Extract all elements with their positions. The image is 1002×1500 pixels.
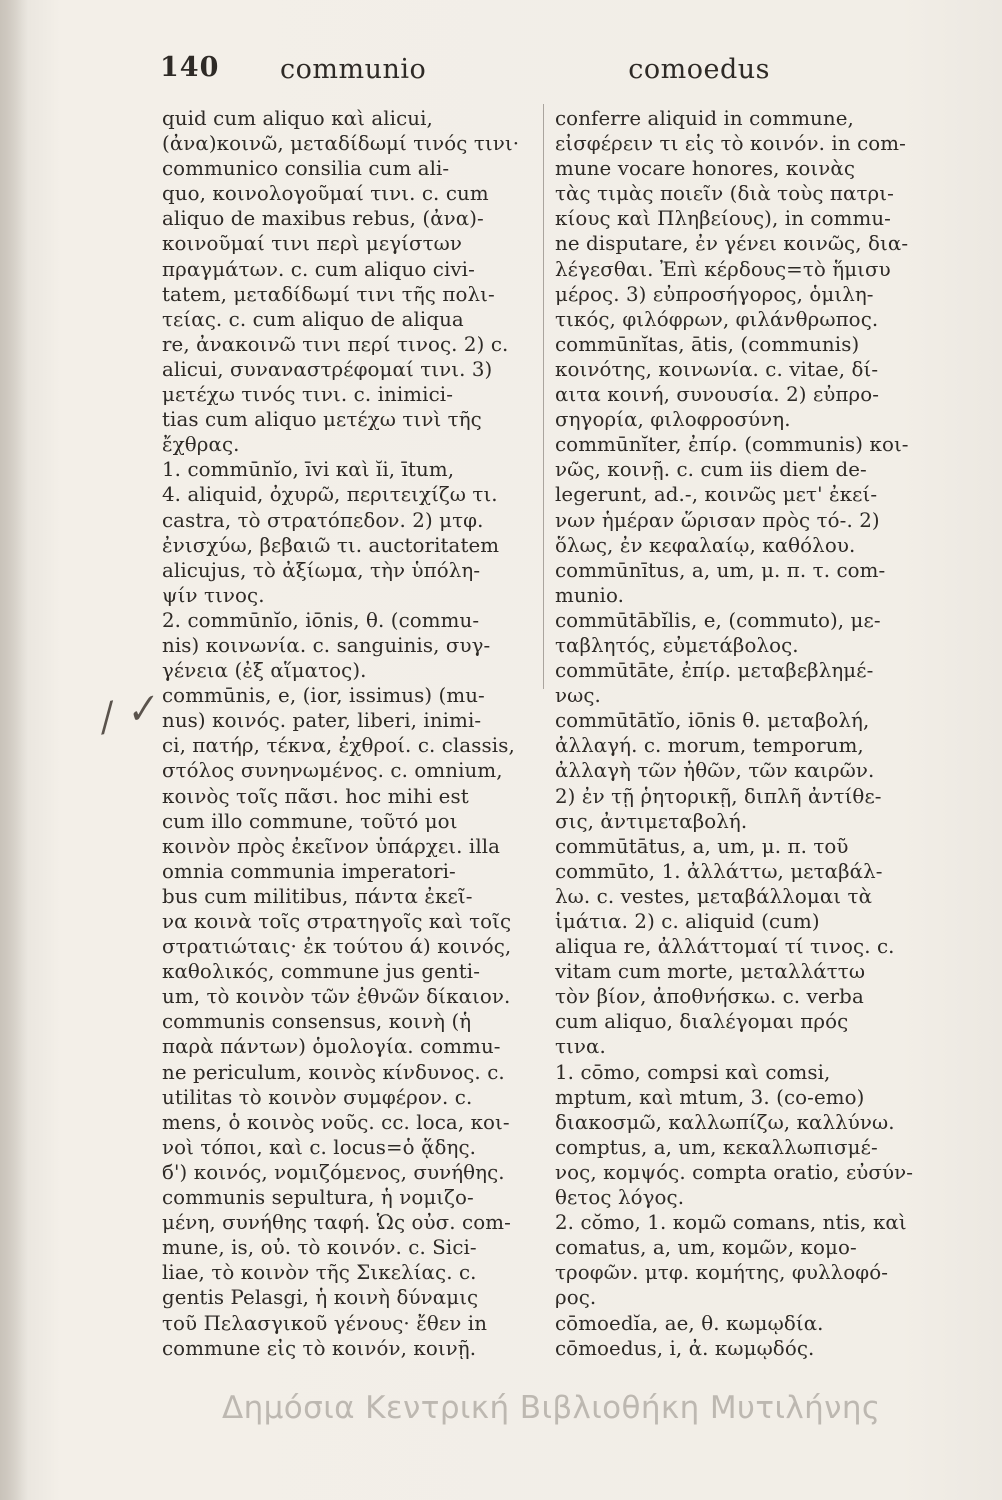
text-line: quo, κοινολογοῦμαί τινι. c. cum [162,182,489,206]
text-line: θετος λόγος. [555,1186,685,1210]
text-line: commūnis, e, (ior, issimus) (mu- [162,684,485,708]
text-line: commūnĭter, ἐπίρ. (communis) κοι- [555,433,909,457]
text-line: comatus, a, um, κομῶν, κομο- [555,1236,857,1260]
text-line: quid cum aliquo καὶ alicui, [162,107,433,130]
text-line: um, τὸ κοινὸν τῶν ἐθνῶν δίκαιον. [162,985,511,1009]
text-line: commūtātĭo, iōnis θ. μεταβολή, [555,709,870,733]
text-line: 1. commūnĭo, īvi καὶ ĭi, ītum, [162,458,455,482]
text-line: ταβλητός, εὐμετάβολος. [555,633,799,657]
text-line: τοῦ Πελασγικοῦ γένους· ἔθεν in [162,1311,488,1335]
text-line: μέρος. 3) εὐπροσήγορος, ὁμιλη- [555,282,874,306]
text-line: νοὶ τόποι, καὶ c. locus=ὁ ᾅδης. [162,1135,477,1159]
text-line: σις, ἀντιμεταβολή. [555,809,748,833]
text-line: tatem, μεταδίδωμί τινι τῆς πολι- [162,282,495,306]
text-line: cōmoedus, i, ἀ. κωμῳδός. [555,1336,815,1360]
text-line: communico consilia cum ali- [162,157,450,181]
text-line: alicujus, τὸ ἀξίωμα, τὴν ὑπόλη- [162,558,481,582]
text-line: conferre aliquid in commune, [555,107,854,130]
text-line: παρὰ πάντων) ὁμολογία. commu- [162,1035,501,1059]
text-line: cum illo commune, τοῦτό μοι [162,809,458,833]
text-line: commūto, 1. ἀλλάττω, μεταβάλ- [555,859,883,883]
text-line: aliquo de maxibus rebus, (ἀνα)- [162,207,484,231]
binding-shadow [0,0,28,1500]
text-line: 2) ἐν τῇ ῥητορικῇ, διπλῆ ἀντίθε- [555,784,882,808]
text-line: alicui, συναναστρέφομαί τινι. 3) [162,357,493,381]
text-line: αιτα κοινή, συνουσία. 2) εὐπρο- [555,383,880,407]
text-line: κοινὸς τοῖς πᾶσι. hoc mihi est [162,784,469,808]
text-line: utilitas τὸ κοινὸν συμφέρον. c. [162,1085,473,1109]
left-guide-word: communio [280,54,427,85]
text-line: μετέχω τινός τινι. c. inimici- [162,383,453,407]
text-line: ne disputare, ἐν γένει κοινῶς, δια- [555,232,909,256]
column-divider [543,104,544,689]
text-line: να κοινὰ τοῖς στρατηγοῖς καὶ τοῖς [162,910,512,933]
text-line: καθολικός, commune jus genti- [162,960,481,984]
text-line: ψίν τινος. [162,583,265,607]
text-line: commūnĭtas, ātis, (communis) [555,332,860,356]
text-line: commūtāte, ἐπίρ. μεταβεβλημέ- [555,659,874,683]
text-line: τινα. [555,1035,606,1059]
text-line: τροφῶν. μτφ. κομήτης, φυλλοφό- [555,1261,889,1285]
text-line: νως. [555,684,601,708]
text-line: νων ἡμέραν ὥρισαν πρὸς τό-. 2) [555,508,880,532]
text-line: στόλος συνηνωμένος. c. omnium, [162,759,503,783]
text-line: τικός, φιλόφρων, φιλάνθρωπος. [555,307,879,331]
text-line: liae, τὸ κοινὸν τῆς Σικελίας. c. [162,1261,477,1285]
text-line: comptus, a, um, κεκαλλωπισμέ- [555,1135,878,1159]
text-line: legerunt, ad.-, κοινῶς μετ' ἐκεί- [555,483,878,507]
text-line: vitam cum morte, μεταλλάττω [555,960,866,984]
text-line: mune vocare honores, κοινὰς [555,157,856,181]
text-line: ἔχθρας. [162,433,240,457]
text-line: nis) κοινωνία. c. sanguinis, συγ- [162,633,491,657]
text-line: νος, κομψός. compta oratio, εὐσύν- [555,1160,914,1184]
text-line: ἐνισχύω, βεβαιῶ τι. auctoritatem [162,533,500,557]
handwritten-margin-mark: / ✓ [96,684,161,740]
text-line: mptum, καὶ mtum, 3. (co-emo) [555,1085,865,1109]
text-line: bus cum militibus, πάντα ἐκεῖ- [162,884,473,908]
text-line: τείας. c. cum aliquo de aliqua [162,307,464,331]
text-line: 2. commūnĭo, iōnis, θ. (commu- [162,608,480,632]
right-guide-word: comoedus [628,54,770,85]
text-line: νῶς, κοινῇ. c. cum iis diem de- [555,458,867,482]
text-line: re, ἀνακοινῶ τινι περί τινος. 2) c. [162,332,509,356]
text-line: κοινὸν πρὸς ἐκεῖνον ὑπάρχει. illa [162,834,501,858]
text-line: gentis Pelasgi, ἡ κοινὴ δύναμις [162,1286,479,1310]
text-line: λέγεσθαι. Ἐπὶ κέρδους=τὸ ἥμισυ [555,257,891,281]
text-line: ci, πατήρ, τέκνα, ἐχθροί. c. classis, [162,734,515,758]
text-line: γένεια (ἐξ αἵματος). [162,659,367,683]
text-line: ρος. [555,1286,597,1310]
text-line: λω. c. vestes, μεταβάλλομαι τὰ [555,884,873,908]
running-head [160,52,770,96]
text-line: commūtātus, a, um, μ. π. τοῦ [555,834,849,858]
text-line: ἱμάτια. 2) c. aliquid (cum) [555,910,820,933]
text-line: commune εἰς τὸ κοινόν, κοινῇ. [162,1336,477,1360]
right-column [555,106,933,1361]
text-line: 1. cōmo, compsi καὶ comsi, [555,1060,831,1084]
text-line: omnia communia imperatori- [162,859,456,883]
text-line: communis sepultura, ἡ νομιζο- [162,1186,474,1210]
text-line: cum aliquo, διαλέγομαι πρός [555,1010,849,1034]
text-line: τὸν βίον, ἀποθνήσκω. c. verba [555,985,864,1009]
text-line: (ἀνα)κοινῶ, μεταδίδωμί τινός τινι· [162,132,520,156]
text-line: tias cum aliquo μετέχω τινὶ τῆς [162,408,482,432]
library-watermark: Δημόσια Κεντρική Βιβλιοθήκη Μυτιλήνης [222,1390,881,1426]
text-line: πραγμάτων. c. cum aliquo civi- [162,257,475,281]
text-line: б') κοινός, νομιζόμενος, συνήθης. [162,1160,505,1184]
text-line: ὅλως, ἐν κεφαλαίῳ, καθόλου. [555,533,856,557]
text-line: ne periculum, κοινὸς κίνδυνος. c. [162,1060,505,1084]
text-line: μένη, συνήθης ταφή. Ὡς οὐσ. com- [162,1211,511,1235]
text-line: munio. [555,583,625,607]
text-line: commūtābĭlis, e, (commuto), με- [555,608,881,632]
left-column [162,106,540,1361]
text-line: στρατιώταις· ἐκ τούτου ά) κοινός, [162,935,512,959]
page-number: 140 [160,52,220,83]
text-line: 4. aliquid, ὀχυρῶ, περιτειχίζω τι. [162,483,498,507]
text-line: ἀλλαγή. c. morum, temporum, [555,734,864,758]
text-line: cōmoedĭa, ae, θ. κωμῳδία. [555,1311,824,1335]
text-line: τὰς τιμὰς ποιεῖν (διὰ τοὺς πατρι- [555,182,894,206]
text-line: κίους καὶ Πληβείους), in commu- [555,207,891,231]
text-line: κοινοῦμαί τινι περὶ μεγίστων [162,232,463,256]
text-line: mens, ὁ κοινὸς νοῦς. cc. loca, κοι- [162,1110,510,1134]
text-line: σηγορία, φιλοφροσύνη. [555,408,791,432]
text-line: mune, is, οὐ. τὸ κοινόν. c. Sici- [162,1236,477,1260]
text-line: ἀλλαγὴ τῶν ἠθῶν, τῶν καιρῶν. [555,759,875,783]
text-line: communis consensus, κοινὴ (ἡ [162,1010,472,1034]
text-line: castra, τὸ στρατόπεδον. 2) μτφ. [162,508,484,532]
text-line: κοινότης, κοινωνία. c. vitae, δί- [555,357,879,381]
text-line: aliqua re, ἀλλάττομαί τί τινος. c. [555,935,895,959]
text-line: commūnītus, a, um, μ. π. τ. com- [555,558,886,582]
text-line: nus) κοινός. pater, liberi, inimi- [162,709,482,733]
text-line: διακοσμῶ, καλλωπίζω, καλλύνω. [555,1110,895,1134]
text-line: εἰσφέρειν τι εἰς τὸ κοινόν. in com- [555,132,906,156]
text-line: 2. cŏmo, 1. κομῶ comans, ntis, καὶ [555,1211,907,1235]
